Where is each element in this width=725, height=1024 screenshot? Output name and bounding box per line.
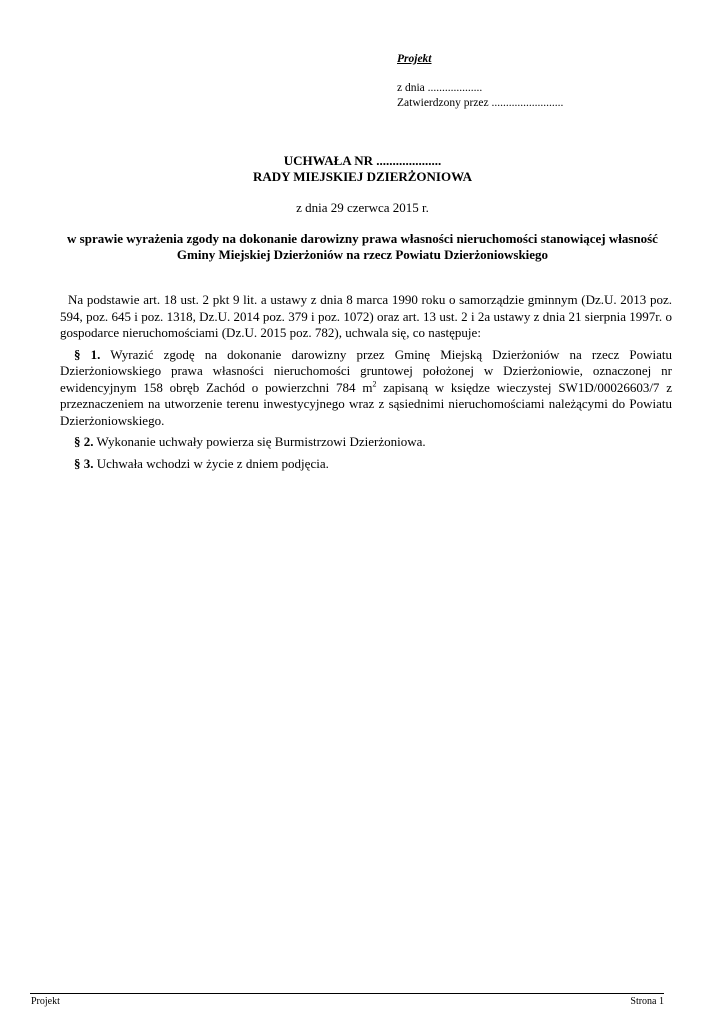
- preamble: Na podstawie art. 18 ust. 2 pkt 9 lit. a ustawy z dnia 8 marca 1990 roku o samorządzie gminnym (Dz.U. 2013 poz. 594, poz. 645 i poz. 1318, Dz.U. 2014 poz. 379 i poz. 1072) oraz art. 13 ust. 2 i 2a ustawy z dnia 21 sierpnia 1997r. o gospodarce nieruchomościami (Dz.U. 2015 poz. 782), uchwala się, co następuje:: [60, 292, 672, 340]
- section-3-text: Uchwała wchodzi w życie z dniem podjęcia.: [93, 455, 329, 471]
- section-1-symbol: § 1.: [74, 346, 101, 362]
- section-2-text: Wykonanie uchwały powierza się Burmistrzowi Dzierżoniowa.: [93, 434, 426, 449]
- section-2: [60, 434, 672, 451]
- section-3: [60, 456, 672, 473]
- project-label: Projekt: [397, 53, 432, 65]
- section-1-sup: 2: [372, 379, 377, 389]
- meta-approved-line: Zatwierdzony przez .........................: [397, 97, 564, 109]
- footer-divider: [30, 993, 664, 994]
- footer-project-label: Projekt: [31, 996, 60, 1007]
- council-name: RADY MIEJSKIEJ DZIERŻONIOWA: [252, 169, 473, 184]
- header-meta: [397, 52, 563, 111]
- section-1-text-a: Wyrazić zgodę na dokonanie darowizny przez Gminę Miejską Dzierżoniów na rzecz Powiatu Dzierżoniowskiego prawa własności nieruchomości gruntowej położonej w Dzierżoniowie, oznaczonej nr ewidencyjnym 158 obręb Zachód o powierzchni 784 m: [60, 346, 673, 395]
- footer-page-number: Strona 1: [630, 996, 664, 1007]
- resolution-date: z dnia 29 czerwca 2015 r.: [296, 200, 429, 215]
- section-2-symbol: § 2.: [74, 434, 94, 449]
- section-1-text-b: zapisaną w księdze wieczystej SW1D/00026603/7 z przeznaczeniem na utworzenie terenu inwestycyjnego wraz z sąsiednimi nieruchomościami należącymi do Powiatu Dzierżoniowskiego.: [60, 379, 672, 428]
- section-3-symbol: § 3.: [74, 455, 94, 471]
- meta-date-line: z dnia ...................: [397, 82, 483, 94]
- resolution-body: [60, 292, 672, 477]
- resolution-subject: w sprawie wyrażenia zgody na dokonanie darowizny prawa własności nieruchomości stanowiącej własność Gminy Miejskiej Dzierżoniów na rzecz Powiatu Dzierżoniowskiego: [67, 231, 658, 262]
- resolution-number: UCHWAŁA NR ....................: [283, 153, 442, 168]
- section-1: [60, 347, 672, 430]
